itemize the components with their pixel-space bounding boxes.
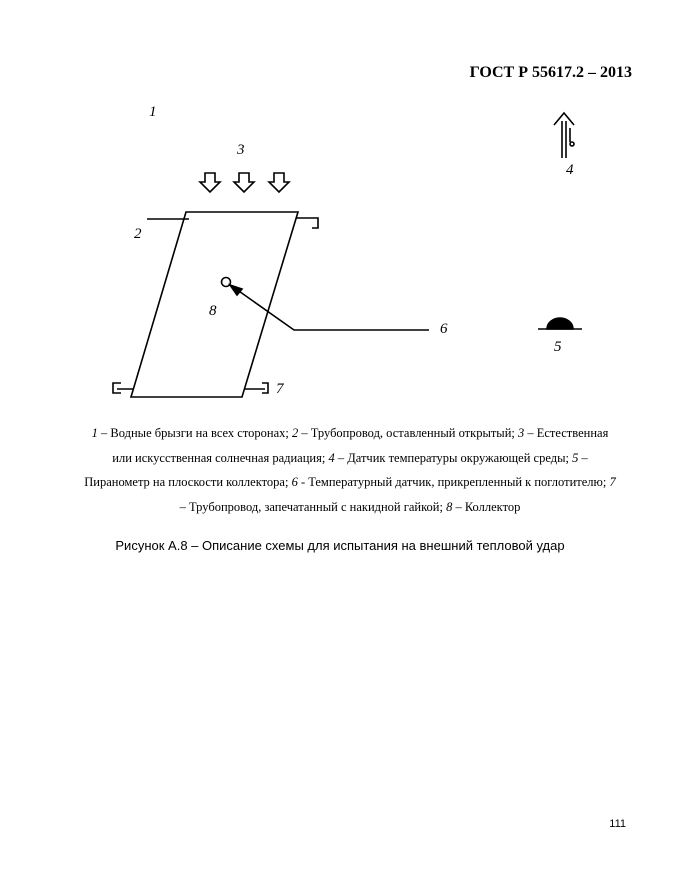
legend-num: 1 [91, 426, 98, 440]
page-number: 111 [609, 818, 626, 830]
legend-text: – Водные брызги на всех сторонах; [97, 426, 292, 440]
ambient-sensor [554, 113, 574, 158]
legend-text: - Температурный датчик, прикрепленный к поглотителю; [297, 475, 610, 489]
pyranometer [538, 318, 582, 329]
figure-caption: Рисунок А.8 – Описание схемы для испытания на внешний тепловой удар [115, 538, 565, 553]
absorber-sensor-lead [222, 278, 430, 331]
legend-num: 7 [609, 475, 616, 489]
label-5: 5 [554, 339, 562, 355]
standard-header: ГОСТ Р 55617.2 – 2013 [469, 64, 632, 81]
radiation-arrows [200, 173, 289, 192]
label-2: 2 [134, 226, 142, 242]
label-3: 3 [237, 142, 245, 158]
sealed-pipe-bottom-right [245, 383, 268, 393]
legend-num: 6 [291, 475, 298, 489]
legend-num: 4 [328, 450, 335, 465]
label-1: 1 [149, 104, 157, 120]
test-scheme-diagram [0, 0, 680, 420]
legend-text: – Коллектор [452, 499, 521, 514]
legend-num: 2 [291, 426, 299, 440]
legend-text: – Трубопровод, запечатанный с накидной гайкой; [179, 499, 447, 514]
label-8: 8 [209, 303, 217, 319]
label-7: 7 [276, 381, 284, 397]
sealed-pipe-bottom-left [113, 383, 134, 393]
legend-num: 3 [518, 426, 525, 440]
label-6: 6 [440, 321, 448, 337]
legend-text: – Датчик температуры окружающей среды; [334, 450, 573, 465]
legend-text: – Пиранометр на плоскости коллектора; [84, 450, 588, 489]
legend-text: – Естественная или искусственная солнечная радиация; [112, 426, 609, 465]
label-4: 4 [566, 162, 574, 178]
legend-num: 5 [572, 450, 579, 465]
figure-legend [82, 421, 618, 519]
legend-num: 8 [446, 499, 453, 514]
legend-text: – Трубопровод, оставленный открытый; [298, 426, 518, 440]
sealed-pipe-top [296, 218, 318, 228]
